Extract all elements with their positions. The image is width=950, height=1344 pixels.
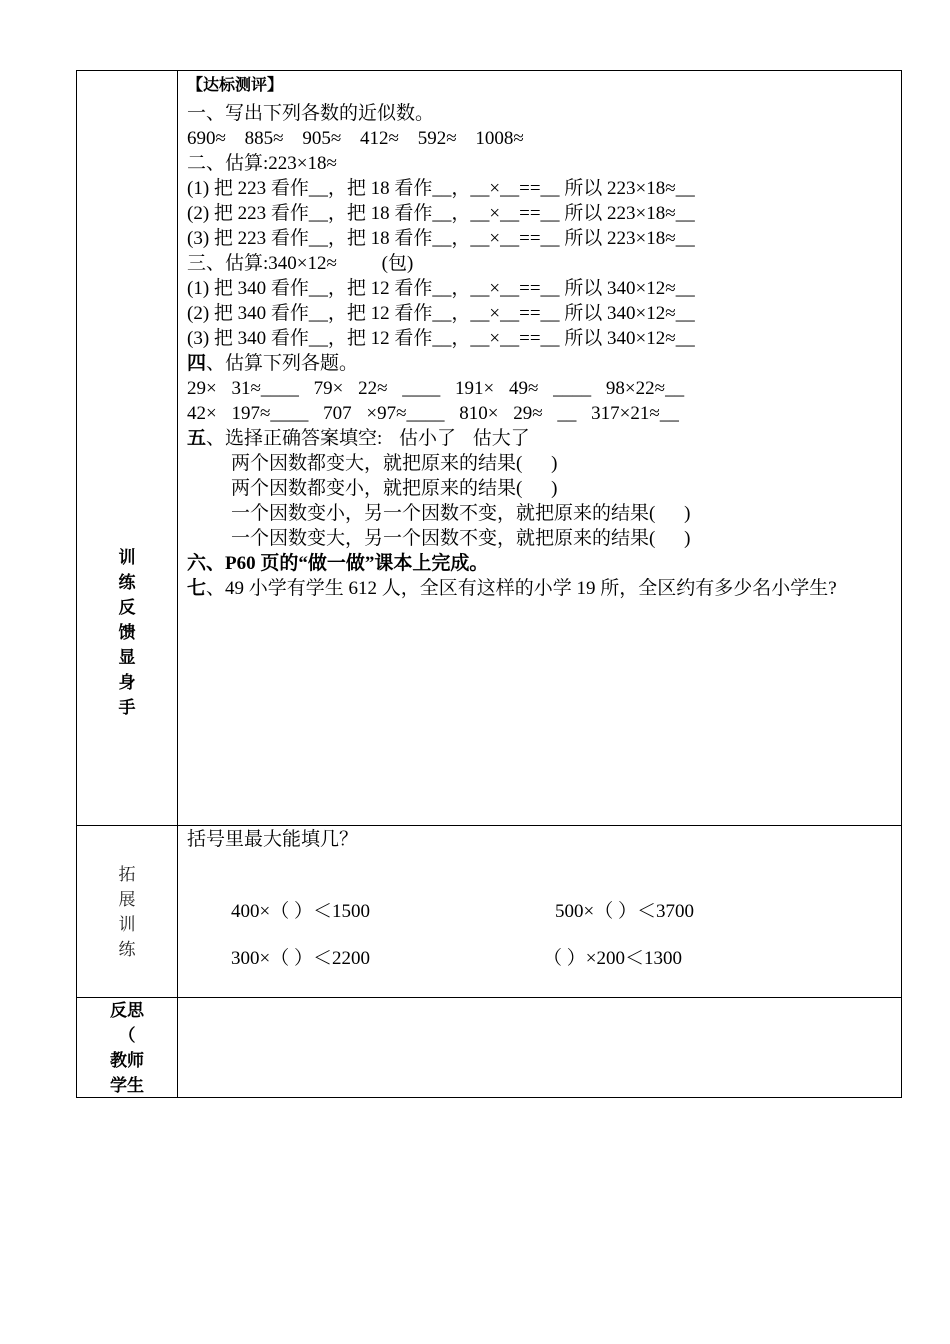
row3-label-line: 反思	[110, 1001, 144, 1021]
q5-number: 五	[187, 428, 207, 449]
extension-item: （ ）×200＜1300	[543, 948, 682, 969]
q7-text	[187, 576, 899, 601]
row3-label-line: 教师	[110, 1051, 144, 1071]
extension-item: 500×（ ）＜3700	[555, 901, 694, 922]
q2-line: (3) 把 223 看作__，把 18 看作__，__×__==__ 所以 223×18≈__	[187, 228, 695, 249]
q3-line: (2) 把 340 看作__，把 12 看作__，__×__==__ 所以 340×12≈__	[187, 303, 695, 324]
reflection-area[interactable]	[178, 998, 901, 1097]
extension-question: 括号里最大能填几？	[187, 829, 359, 850]
q5-option-line: 一个因数变小，另一个因数不变，就把原来的结果( )	[231, 503, 691, 524]
section-header: 【达标测评】	[187, 75, 284, 94]
q2-title: 二、估算:223×18≈	[187, 153, 337, 174]
row1-label-char: 馈	[118, 623, 136, 643]
q4-title-text: 、估算下列各题。	[206, 353, 359, 374]
row1-label-char: 手	[118, 698, 136, 718]
q4-title	[187, 351, 899, 376]
row2-label-char: 训	[118, 915, 136, 935]
q7-number: 七	[187, 578, 207, 599]
extension-item: 400×（ ）＜1500	[231, 901, 370, 922]
q4-line: 42× 197≈____ 707 ×97≈____ 810× 29≈ __ 317×21≈__	[187, 403, 679, 424]
row3-label-line: （	[118, 1026, 136, 1046]
row2-label-char: 练	[118, 940, 136, 960]
row1-label-char: 反	[118, 598, 136, 618]
row2-label-char: 展	[118, 890, 136, 910]
q2-line: (1) 把 223 看作__，把 18 看作__，__×__==__ 所以 223×18≈__	[187, 178, 695, 199]
q1-title: 一、写出下列各数的近似数。	[187, 103, 435, 124]
q1-items: 690≈ 885≈ 905≈ 412≈ 592≈ 1008≈	[187, 128, 524, 149]
q5-option-line: 两个因数都变小，就把原来的结果( )	[231, 478, 558, 499]
row1-label-char: 显	[118, 648, 136, 668]
worksheet-table	[76, 70, 902, 1098]
row1-label-char: 练	[118, 573, 136, 593]
q4-line: 29× 31≈____ 79× 22≈ ____ 191× 49≈ ____ 98×22≈__	[187, 378, 685, 399]
row3-label-line: 学生	[110, 1076, 144, 1096]
column-divider	[177, 71, 178, 1097]
row3-label	[77, 999, 177, 1099]
extension-item: 300×（ ）＜2200	[231, 948, 370, 969]
q5-title-text: 、选择正确答案填空: 估小了 估大了	[206, 428, 530, 449]
q2-line: (2) 把 223 看作__，把 18 看作__，__×__==__ 所以 223×18≈__	[187, 203, 695, 224]
row2-label-char: 拓	[118, 865, 136, 885]
row1-label-char: 身	[118, 673, 136, 693]
row2-label	[77, 863, 177, 963]
row-divider-1	[77, 825, 901, 826]
row1-label	[77, 546, 177, 721]
q3-title: 三、估算:340×12≈ (包)	[187, 253, 414, 274]
q3-line: (1) 把 340 看作__，把 12 看作__，__×__==__ 所以 340×12≈__	[187, 278, 695, 299]
q5-title	[187, 426, 899, 451]
q3-line: (3) 把 340 看作__，把 12 看作__，__×__==__ 所以 340×12≈__	[187, 328, 695, 349]
assessment-content	[187, 75, 899, 601]
q4-number: 四	[187, 353, 207, 374]
row1-label-char: 训	[118, 548, 136, 568]
q5-option-line: 两个因数都变大，就把原来的结果( )	[231, 453, 558, 474]
q7-body: 、49 小学有学生 612 人，全区有这样的小学 19 所，全区约有多少名小学生?	[206, 578, 837, 599]
q6-text: 六、P60 页的“做一做”课本上完成。	[187, 553, 489, 574]
q5-option-line: 一个因数变大，另一个因数不变，就把原来的结果( )	[231, 528, 691, 549]
